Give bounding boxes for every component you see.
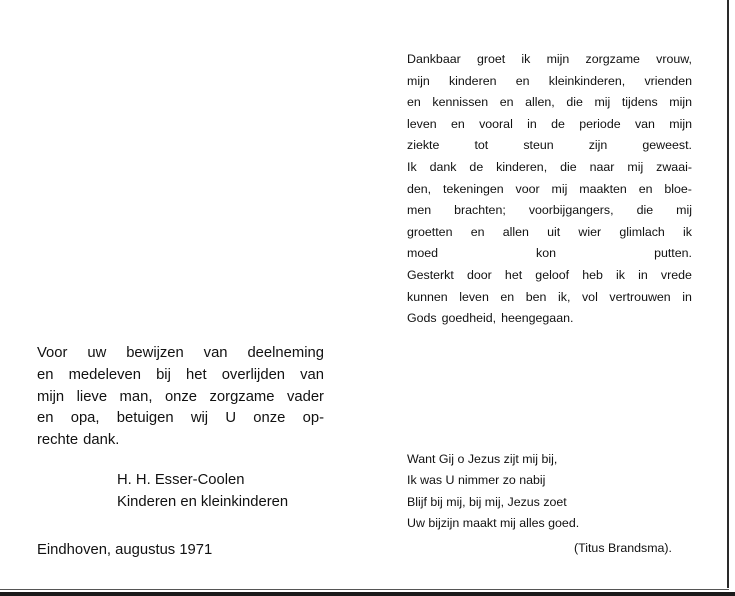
- word: men: [407, 203, 432, 218]
- word: naar: [589, 159, 615, 174]
- word: van: [634, 116, 655, 131]
- gratitude-line: [407, 157, 692, 179]
- word: en: [499, 95, 514, 110]
- word: zwaai-: [656, 159, 692, 174]
- signature-block: [117, 470, 288, 513]
- word: brachten;: [454, 203, 506, 218]
- word: vrede: [660, 267, 692, 282]
- word: bewijzen: [126, 345, 184, 361]
- word: leven: [459, 289, 489, 304]
- word: mij: [594, 95, 611, 110]
- word: groetten: [407, 224, 453, 239]
- gratitude-line: [407, 49, 692, 71]
- word: Dankbaar: [407, 52, 461, 66]
- poem-attribution: (Titus Brandsma).: [574, 541, 672, 555]
- word: en: [37, 366, 54, 383]
- word: in: [682, 289, 692, 304]
- word: moed: [407, 246, 438, 261]
- word: mijn: [37, 388, 65, 405]
- word: kleinkinderen,: [548, 73, 626, 88]
- word: goedheid,: [441, 311, 497, 326]
- word: dank.: [83, 432, 120, 449]
- word: mij: [627, 159, 644, 174]
- word: het: [504, 267, 523, 282]
- word: dank: [429, 159, 457, 174]
- thanks-line: [37, 365, 324, 387]
- word: U: [225, 410, 237, 427]
- word: voor: [515, 181, 540, 196]
- poem: [407, 449, 579, 535]
- word: uit: [547, 224, 561, 239]
- gratitude-line: [407, 265, 692, 287]
- word: ziekte: [407, 138, 440, 153]
- gratitude-line: [407, 71, 692, 93]
- word: onze: [164, 388, 198, 405]
- word: tijdens: [621, 95, 658, 110]
- word: die: [566, 95, 583, 110]
- gratitude-line: [407, 222, 692, 244]
- word: Ik: [407, 159, 417, 174]
- thanks-line: [37, 387, 324, 409]
- word: geweest.: [642, 138, 692, 153]
- word: putten.: [654, 246, 692, 261]
- word: betuigen: [116, 410, 174, 427]
- word: in: [638, 267, 648, 282]
- word: en: [638, 181, 653, 196]
- word: mij: [676, 203, 692, 218]
- word: voorbijgangers,: [528, 203, 614, 218]
- thanks-line: [37, 343, 324, 365]
- word: ik: [616, 267, 625, 282]
- word: medeleven: [68, 366, 141, 383]
- word: Voor: [37, 345, 68, 361]
- word: wij: [190, 410, 209, 427]
- poem-line: Uw bijzijn maakt mij alles goed.: [407, 516, 580, 531]
- word: die: [560, 159, 577, 174]
- word: in: [527, 116, 537, 131]
- word: tekeningen: [443, 181, 504, 196]
- word: vrienden: [644, 73, 692, 88]
- word: en: [450, 116, 465, 131]
- word: vertrouwen: [609, 289, 671, 304]
- word: en: [37, 410, 54, 427]
- gratitude-line: [407, 287, 692, 309]
- gratitude-line: [407, 135, 692, 157]
- gratitude-line: [407, 308, 692, 330]
- word: groet: [476, 52, 506, 66]
- word: kinderen,: [496, 159, 548, 174]
- word: en: [407, 95, 421, 110]
- word: man,: [119, 388, 153, 405]
- word: vooral: [479, 116, 513, 131]
- word: en: [515, 73, 530, 88]
- word: van: [203, 345, 228, 361]
- word: heengegaan.: [501, 311, 574, 326]
- word: mijn: [407, 73, 430, 88]
- word: deelneming: [247, 345, 324, 361]
- gratitude-paragraph: [407, 49, 692, 330]
- word: mijn: [546, 52, 570, 66]
- word: kinderen: [448, 73, 497, 88]
- card-bottom-edge: [0, 592, 735, 596]
- word: ik: [521, 52, 531, 66]
- word: opa,: [70, 410, 100, 427]
- word: bij: [156, 366, 171, 383]
- word: den,: [407, 181, 432, 196]
- word: en: [500, 289, 515, 304]
- word: door: [466, 267, 492, 282]
- thanks-paragraph: [37, 343, 324, 452]
- gratitude-line: [407, 200, 692, 222]
- word: mijn: [669, 95, 692, 110]
- word: bloe-: [664, 181, 692, 196]
- word: van: [300, 366, 324, 383]
- word: ben: [525, 289, 547, 304]
- word: mij: [551, 181, 568, 196]
- gratitude-line: [407, 92, 692, 114]
- gratitude-line: [407, 243, 692, 265]
- word: overlijden: [221, 366, 286, 383]
- word: kennissen: [432, 95, 489, 110]
- poem-line: Blijf bij mij, bij mij, Jezus zoet: [407, 494, 567, 509]
- poem-line: Want Gij o Jezus zijt mij bij,: [407, 452, 558, 466]
- word: wier: [578, 224, 602, 239]
- signature-family: Kinderen en kleinkinderen: [117, 493, 289, 510]
- word: periode: [579, 116, 621, 131]
- word: zijn: [588, 138, 608, 153]
- word: rechte: [37, 432, 79, 449]
- word: kon: [536, 246, 557, 261]
- word: zorgzame: [209, 388, 275, 405]
- place-date: Eindhoven, augustus 1971: [37, 542, 213, 558]
- word: maakten: [579, 181, 627, 196]
- word: de: [469, 159, 484, 174]
- word: onze: [253, 410, 286, 427]
- word: lieve: [76, 388, 108, 405]
- word: en: [470, 224, 485, 239]
- word: ik: [683, 224, 692, 239]
- card-bottom-line: [0, 589, 729, 590]
- gratitude-line: [407, 114, 692, 136]
- thanks-line: [37, 408, 324, 430]
- word: Gesterkt: [407, 267, 454, 282]
- word: uw: [87, 345, 107, 361]
- signature-name: H. H. Esser-Coolen: [117, 472, 245, 488]
- card-right-edge: [727, 0, 729, 588]
- thanks-line: [37, 430, 324, 452]
- word: de: [551, 116, 565, 131]
- word: geloof: [535, 267, 570, 282]
- word: Gods: [407, 311, 437, 326]
- word: vrouw,: [656, 52, 692, 66]
- word: zorgzame: [585, 52, 640, 66]
- word: steun: [523, 138, 554, 153]
- word: kunnen: [407, 289, 448, 304]
- word: ik,: [558, 289, 571, 304]
- word: allen,: [525, 95, 555, 110]
- poem-line: Ik was U nimmer zo nabij: [407, 473, 546, 488]
- word: mijn: [669, 116, 692, 131]
- word: op-: [302, 410, 324, 427]
- word: heb: [582, 267, 603, 282]
- word: die: [636, 203, 654, 218]
- gratitude-line: [407, 179, 692, 201]
- word: leven: [407, 116, 437, 131]
- word: tot: [474, 138, 489, 153]
- word: vol: [581, 289, 598, 304]
- word: het: [186, 366, 207, 383]
- word: allen: [502, 224, 529, 239]
- word: glimlach: [619, 224, 665, 239]
- word: vader: [286, 388, 324, 405]
